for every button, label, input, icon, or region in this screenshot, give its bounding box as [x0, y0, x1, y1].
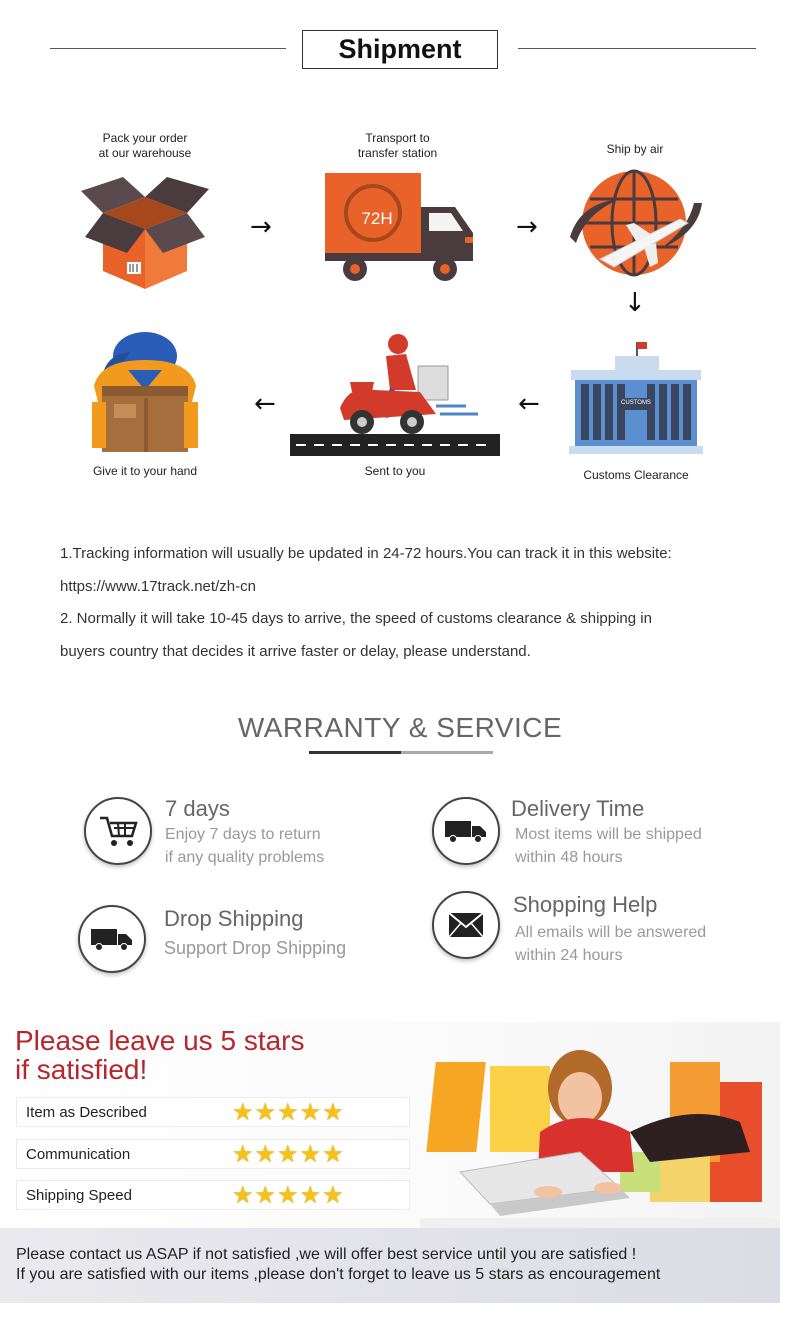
rating-label: Communication [26, 1146, 131, 1163]
shopper-illustration [420, 1022, 780, 1228]
note-line: buyers country that decides it arrive faster or delay, please understand. [60, 642, 531, 660]
feature-drop-shipping [78, 904, 388, 980]
feature-title: Drop Shipping [164, 906, 304, 931]
divider-right [518, 48, 756, 49]
rating-banner [0, 1022, 780, 1303]
feature-title: Delivery Time [511, 796, 645, 821]
shipment-title: Shipment [302, 30, 498, 69]
rating-footer [0, 1228, 780, 1303]
step-ship-by-air [560, 142, 710, 281]
feature-subtitle: All emails will be answered [515, 924, 707, 941]
footer-line: Please contact us ASAP if not satisfied ,we will offer best service until you are satisfied ! [16, 1246, 637, 1263]
feature-subtitle: within 48 hours [515, 849, 623, 866]
globe-plane-icon [560, 163, 710, 281]
star-rating: ★★★★★ [232, 1181, 345, 1209]
step-caption: Sent to you [364, 464, 426, 478]
arrow-left: ← [518, 389, 540, 419]
arrow-down: ↓ [624, 288, 646, 318]
step-transport [315, 131, 480, 285]
divider-left [50, 48, 286, 49]
step-caption: Transport to [365, 131, 430, 145]
feature-subtitle: within 24 hours [515, 947, 623, 964]
rating-row [16, 1097, 410, 1127]
truck-icon [432, 797, 500, 865]
step-pack-order [70, 131, 220, 293]
truck-icon [78, 905, 146, 973]
rating-label: Shipping Speed [26, 1187, 132, 1204]
arrow-right: → [516, 212, 538, 242]
footer-line: If you are satisfied with our items ,please don't forget to leave us 5 stars as encouragement [16, 1266, 661, 1283]
note-line: 1.Tracking information will usually be updated in 24-72 hours.You can track it in this website: [60, 545, 672, 562]
step-customs [565, 338, 707, 483]
star-rating: ★★★★★ [232, 1098, 345, 1126]
arrow-left: ← [254, 389, 276, 419]
feature-delivery [432, 796, 752, 876]
feature-return [84, 796, 384, 876]
shipping-notes [60, 538, 760, 668]
feature-subtitle: if any quality problems [165, 849, 325, 866]
duration-badge: 72H [361, 209, 393, 228]
customs-sign: CUSTOMS [621, 400, 651, 406]
step-caption: transfer station [357, 146, 438, 160]
step-caption: Ship by air [606, 142, 664, 156]
feature-shopping-help [432, 890, 752, 970]
step-caption: Pack your order [102, 131, 188, 145]
rating-label: Item as Described [26, 1104, 147, 1121]
rating-headline [15, 1026, 305, 1084]
step-caption: Give it to your hand [92, 464, 198, 478]
step-sent-to-you [290, 330, 500, 479]
feature-subtitle: Most items will be shipped [515, 826, 702, 843]
rating-row [16, 1139, 410, 1169]
feature-subtitle: Support Drop Shipping [164, 938, 347, 958]
delivery-man-icon [80, 330, 210, 456]
star-rating: ★★★★★ [232, 1140, 345, 1168]
feature-title: Shopping Help [513, 892, 658, 917]
step-give-to-hand [80, 330, 210, 479]
shipment-header [0, 30, 800, 70]
envelope-icon [432, 891, 500, 959]
arrow-right: → [250, 212, 272, 242]
feature-subtitle: Enjoy 7 days to return [165, 826, 321, 843]
customs-building-icon [565, 338, 707, 456]
scooter-icon [290, 330, 500, 456]
warranty-title: WARRANTY & SERVICE [237, 712, 563, 743]
step-caption: at our warehouse [98, 146, 192, 160]
title-underline [401, 751, 493, 754]
shopping-cart-icon [84, 797, 152, 865]
headline-line: Please leave us 5 stars [15, 1025, 305, 1056]
title-underline [309, 751, 401, 754]
box-icon [75, 167, 215, 293]
feature-title: 7 days [165, 796, 230, 821]
tracking-link[interactable]: https://www.17track.net/zh-cn [60, 577, 256, 595]
headline-line: if satisfied! [15, 1054, 148, 1085]
note-line: 2. Normally it will take 10-45 days to arrive, the speed of customs clearance & shipping in [60, 610, 652, 627]
step-caption: Customs Clearance [583, 468, 689, 482]
rating-row [16, 1180, 410, 1210]
truck-icon [315, 167, 480, 285]
